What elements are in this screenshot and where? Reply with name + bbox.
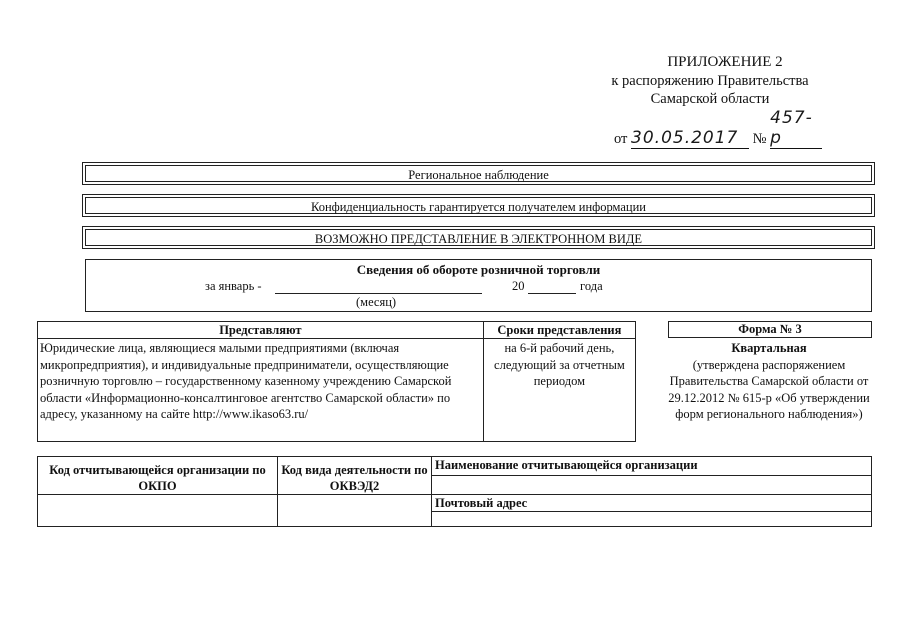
form-periodicity: Квартальная xyxy=(731,341,807,355)
okpo-header: Код отчитывающейся организации по ОКПО xyxy=(38,457,278,495)
okved-value[interactable] xyxy=(278,495,432,527)
header-when: Сроки представления xyxy=(483,322,635,339)
reporters-table xyxy=(37,321,636,442)
appendix-order-line xyxy=(614,108,854,148)
header-who: Представляют xyxy=(38,322,484,339)
when-text: на 6-й рабочий день, следующий за отчетным периодом xyxy=(483,339,635,442)
month-caption: (месяц) xyxy=(356,295,397,309)
banner-electronic: ВОЗМОЖНО ПРЕДСТАВЛЕНИЕ В ЭЛЕКТРОННОМ ВИДЕ xyxy=(85,229,872,246)
org-name-label: Наименование отчитывающейся организации xyxy=(432,457,872,476)
banner-regional: Региональное наблюдение xyxy=(85,165,872,182)
order-date-handwritten: 30.05.2017 xyxy=(631,128,749,149)
period-prefix: за январь - xyxy=(205,279,262,293)
banner-confidential: Конфиденциальность гарантируется получателем информации xyxy=(85,197,872,214)
okpo-value[interactable] xyxy=(38,495,278,527)
year-suffix: года xyxy=(580,279,603,293)
month-blank-line[interactable] xyxy=(275,293,482,294)
org-name-value[interactable] xyxy=(432,476,872,495)
appendix-title: ПРИЛОЖЕНИЕ 2 xyxy=(667,54,783,70)
form-approved: (утверждена распоряжением Правительства Самарской области от 29.12.2012 № 615-р «Об утверждении форм регионального наблюдения») xyxy=(668,357,870,421)
form-number: Форма № 3 xyxy=(668,321,872,338)
postal-value[interactable] xyxy=(432,512,872,527)
year-prefix: 20 xyxy=(512,279,525,293)
appendix-line-2: Самарской области xyxy=(650,91,770,107)
org-table xyxy=(37,456,872,527)
svedeniya-title: Сведения об обороте розничной торговли xyxy=(356,262,601,277)
year-blank-line[interactable] xyxy=(528,293,576,294)
order-from-label: от xyxy=(614,131,628,147)
order-number-handwritten: 457-р xyxy=(770,108,822,149)
who-text: Юридические лица, являющиеся малыми предприятиями (включая микропредприятия), и индивидуальные предприниматели, осуществляющие розничную торговлю – государственному казенному учреждению Самарской области «Информационно-консалтинговое агентство Самарской области» по адресу, указанному на сайте http://www.ikaso63.ru/ xyxy=(38,339,484,442)
appendix-line-1: к распоряжению Правительства xyxy=(611,73,809,89)
okved-header: Код вида деятельности по ОКВЭД2 xyxy=(278,457,432,495)
order-number-label: № xyxy=(752,131,767,147)
form-details xyxy=(662,340,876,423)
postal-label: Почтовый адрес xyxy=(432,495,872,512)
